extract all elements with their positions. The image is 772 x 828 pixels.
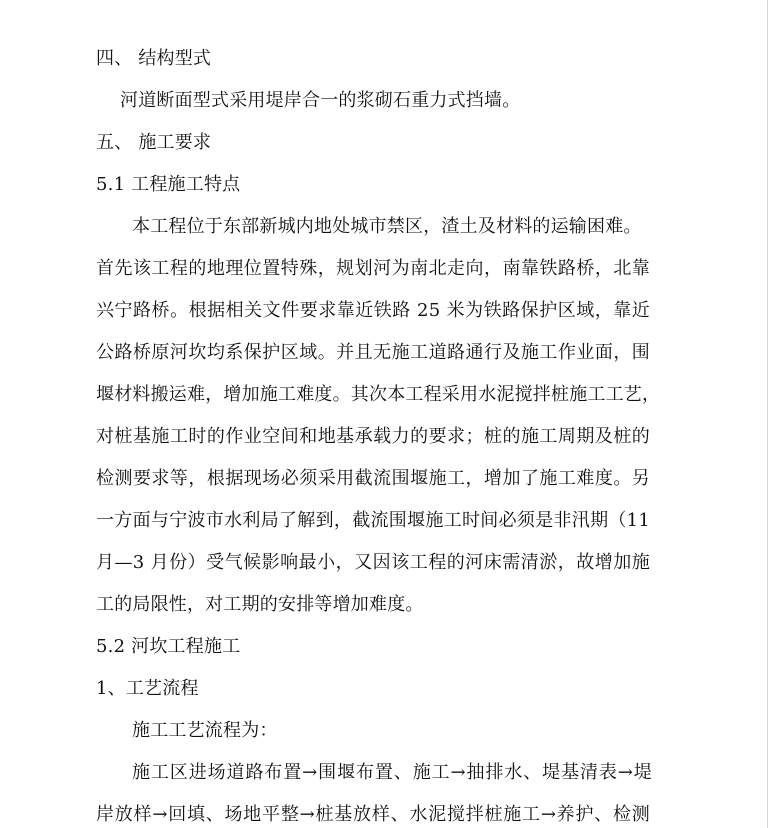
paragraph-line: 本工程位于东部新城内地处城市禁区，渣土及材料的运输困难。 bbox=[132, 216, 642, 237]
paragraph-line: 河道断面型式采用堤岸合一的浆砌石重力式挡墙。 bbox=[120, 90, 521, 111]
paragraph-line: 对桩基施工时的作业空间和地基承载力的要求；桩的施工周期及桩的 bbox=[96, 426, 650, 447]
paragraph-line: 兴宁路桥。根据相关文件要求靠近铁路 25 米为铁路保护区域，靠近 bbox=[96, 300, 650, 321]
page-edge-divider bbox=[767, 0, 768, 828]
paragraph-line: 首先该工程的地理位置特殊，规划河为南北走向，南靠铁路桥，北靠 bbox=[96, 258, 650, 279]
section-heading-structure: 四、 结构型式 bbox=[96, 48, 212, 69]
paragraph-line: 检测要求等，根据现场必须采用截流围堰施工，增加了施工难度。另 bbox=[96, 468, 650, 489]
paragraph-line: 施工区进场道路布置→围堰布置、施工→抽排水、堤基清表→堤 bbox=[132, 762, 652, 783]
paragraph-line: 岸放样→回填、场地平整→桩基放样、水泥搅拌桩施工→养护、检测 bbox=[96, 804, 650, 825]
paragraph-line: 工的局限性，对工期的安排等增加难度。 bbox=[96, 594, 424, 615]
paragraph-line: 一方面与宁波市水利局了解到，截流围堰施工时间必须是非汛期（11 bbox=[96, 510, 650, 531]
subsection-heading-5-2: 5.2 河坎工程施工 bbox=[96, 636, 241, 657]
item-heading-process-flow: 1、工艺流程 bbox=[96, 678, 199, 699]
paragraph-line: 月—3 月份）受气候影响最小，又因该工程的河床需清淤，故增加施 bbox=[96, 552, 650, 573]
paragraph-line: 施工工艺流程为： bbox=[132, 720, 278, 741]
paragraph-line: 堰材料搬运难，增加施工难度。其次本工程采用水泥搅拌桩施工工艺， bbox=[96, 384, 661, 405]
subsection-heading-5-1: 5.1 工程施工特点 bbox=[96, 174, 241, 195]
paragraph-line: 公路桥原河坎均系保护区域。并且无施工道路通行及施工作业面，围 bbox=[96, 342, 650, 363]
section-heading-requirements: 五、 施工要求 bbox=[96, 132, 212, 153]
